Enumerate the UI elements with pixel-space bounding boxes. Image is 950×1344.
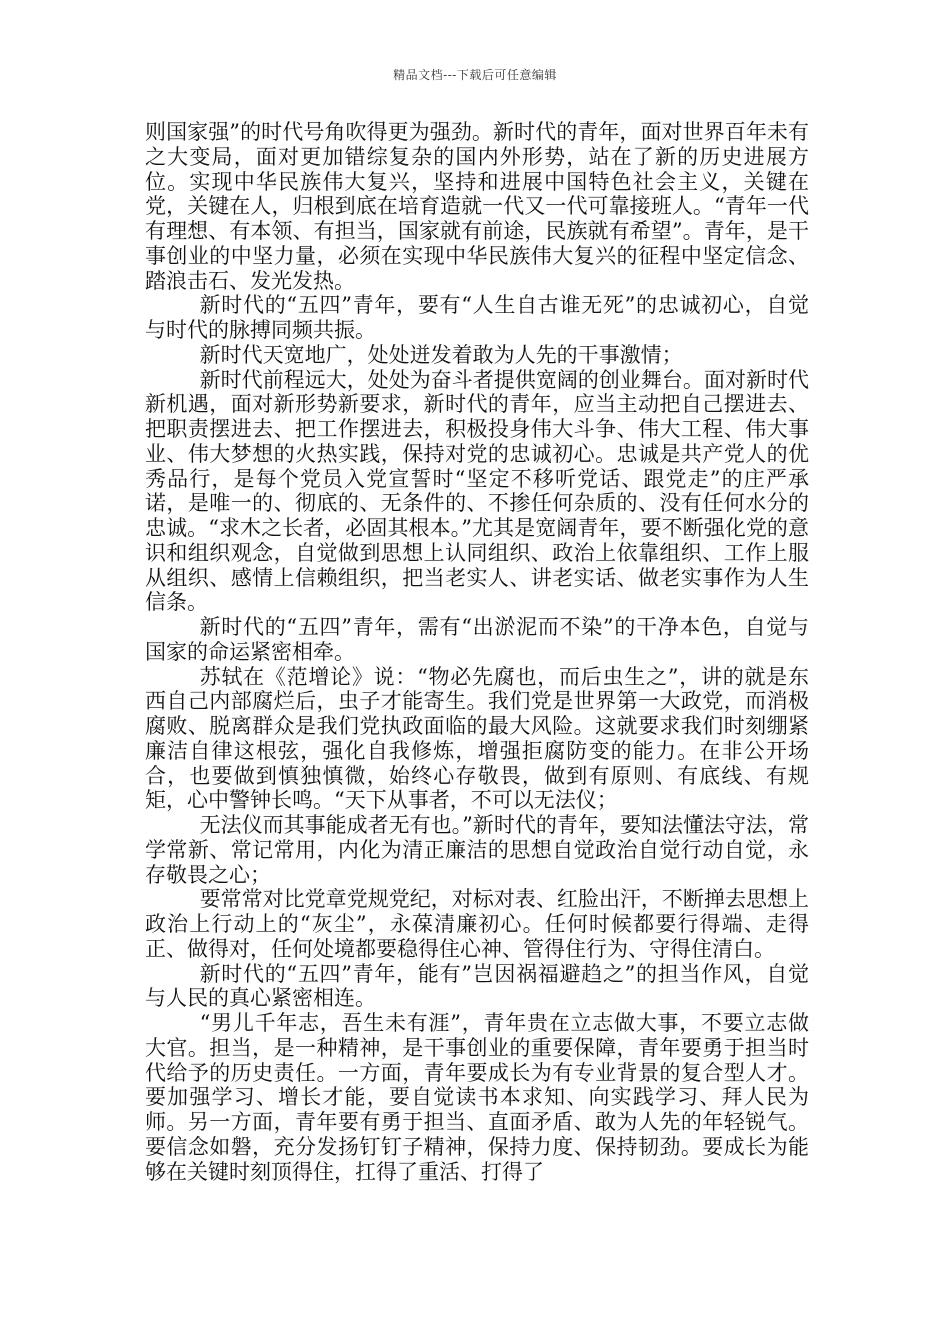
paragraph: 新时代的“五四”青年，要有“人生自古谁无死”的忠诚初心，自觉与时代的脉搏同频共振。 xyxy=(145,293,809,342)
paragraph: 苏轼在《范增论》说：“物必先腐也，而后虫生之”，讲的就是东西自己内部腐烂后，虫子才能寄生。我们党是世界第一大政党，而消极腐败、脱离群众是我们党执政面临的最大风险。这就要求我们时刻绷紧廉洁自律这根弦，强化自我修炼，增强拒腐防变的能力。在非公开场合，也要做到慎独慎微，始终心存敬畏，做到有原则、有底线、有规矩，心中警钟长鸣。“天下从事者，不可以无法仪； xyxy=(145,664,809,813)
paragraph: 要常常对比党章党规党纪，对标对表、红脸出汗，不断掸去思想上政治上行动上的“灰尘”，永葆清廉初心。任何时候都要行得端、走得正、做得对，任何处境都要稳得住心神、管得住行为、守得住清白。 xyxy=(145,887,809,961)
paragraph: 无法仪而其事能成者无有也。”新时代的青年，要知法懂法守法，常学常新、常记常用，内化为清正廉洁的思想自觉政治自觉行动自觉，永存敬畏之心； xyxy=(145,813,809,887)
paragraph: 新时代的“五四”青年，能有”岂因祸福避趋之”的担当作风，自觉与人民的真心紧密相连。 xyxy=(145,961,809,1011)
paragraph: 新时代前程远大，处处为奋斗者提供宽阔的创业舞台。面对新时代新机遇，面对新形势新要求，新时代的青年，应当主动把自己摆进去、把职责摆进去、把工作摆进去，积极投身伟大斗争、伟大工程、伟大事业、伟大梦想的火热实践，保持对党的忠诚初心。忠诚是共产党人的优秀品行，是每个党员入党宣誓时“坚定不移听党话、跟党走”的庄严承诺，是唯一的、彻底的、无条件的、不掺任何杂质的、没有任何水分的忠诚。“求木之长者，必固其根本。”尤其是宽阔青年，要不断强化党的意识和组织观念，自觉做到思想上认同组织、政治上依靠组织、工作上服从组织、感情上信赖组织，把当老实人、讲老实话、做老实事作为人生信条。 xyxy=(145,367,809,615)
paragraph: 则国家强”的时代号角吹得更为强劲。新时代的青年，面对世界百年未有之大变局，面对更加错综复杂的国内外形势，站在了新的历史进展方位。实现中华民族伟大复兴，坚持和进展中国特色社会主义，关键在党，关键在人，归根到底在培育造就一代又一代可靠接班人。“青年一代有理想、有本领、有担当，国家就有前途，民族就有希望”。青年，是干事创业的中坚力量，必须在实现中华民族伟大复兴的征程中坚定信念、踏浪击石、发光发热。 xyxy=(145,120,809,293)
document-body xyxy=(145,120,809,1184)
paragraph: 新时代天宽地广，处处迸发着敢为人先的干事激情； xyxy=(199,342,683,367)
paragraph: 新时代的“五四”青年，需有“出淤泥而不染”的干净本色，自觉与国家的命运紧密相牵。 xyxy=(145,615,809,664)
page-header: 精品文档---下载后可任意编辑 xyxy=(393,68,557,82)
paragraph: “男儿千年志，吾生未有涯”，青年贵在立志做大事，不要立志做大官。担当，是一种精神，是干事创业的重要保障，青年要勇于担当时代给予的历史责任。一方面，青年要成长为有专业背景的复合型人才。要加强学习、增长才能，要自觉读书本求知、向实践学习、拜人民为师。另一方面，青年要有勇于担当、直面矛盾、敢为人先的年轻锐气。要信念如磐，充分发扬钉钉子精神，保持力度、保持韧劲。要成长为能够在关键时刻顶得住，扛得了重活、打得了 xyxy=(145,1011,809,1184)
